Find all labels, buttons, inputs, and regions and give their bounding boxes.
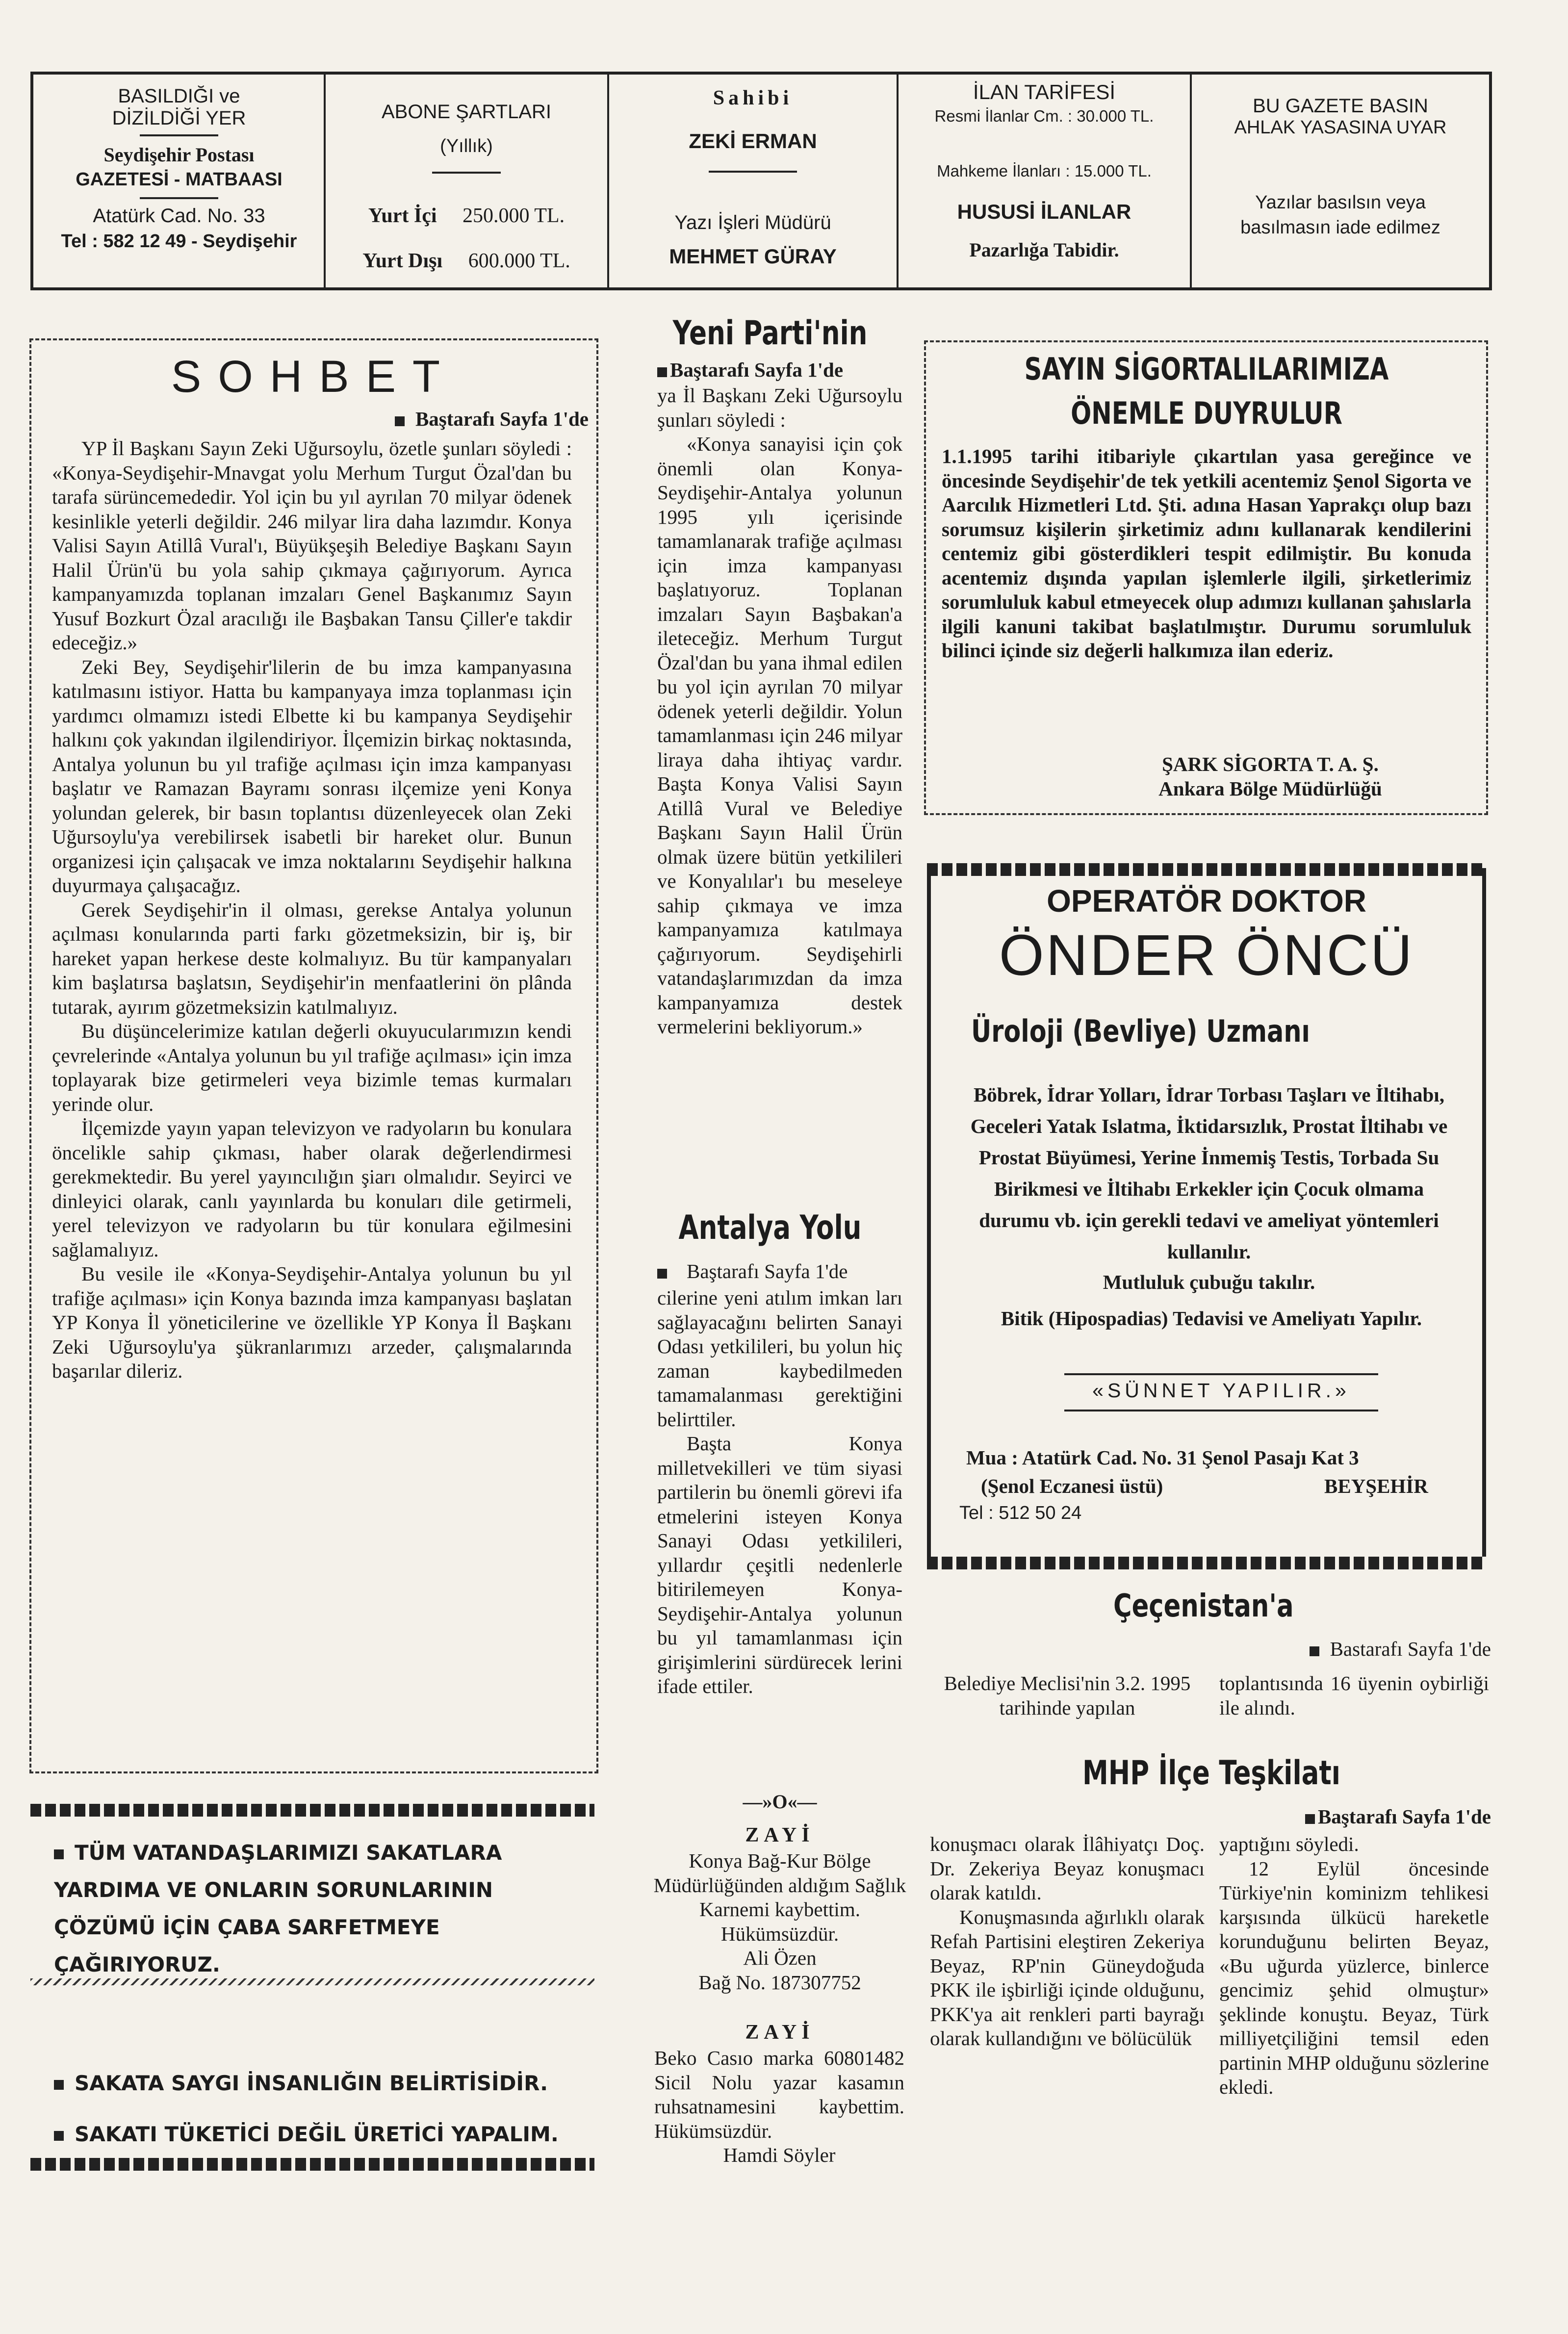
cecenistan-left: Belediye Meclisi'nin 3.2. 1995 tarihinde yapılan	[944, 1672, 1191, 1719]
mhp-right-p1: yaptığını söyledi.	[1219, 1833, 1359, 1855]
owner-title: Sahibi	[713, 87, 793, 109]
sigorta-sign1: ŞARK SİGORTA T. A. Ş.	[1162, 753, 1379, 775]
ads-official: Resmi İlanlar Cm. : 30.000 TL.	[934, 107, 1154, 125]
editor-name: MEHMET GÜRAY	[669, 245, 837, 268]
sigorta-title2: ÖNEMLE DUYRULUR	[1071, 395, 1342, 431]
ethics-line3: Yazılar basılsın veya	[1255, 192, 1426, 213]
doctor-address1: Mua : Atatürk Cad. No. 31 Şenol Pasajı Kat 3	[966, 1446, 1359, 1469]
cecenistan-continued-text: Bastarafı Sayfa 1'de	[1330, 1638, 1491, 1660]
zayi2-name: Hamdi Söyler	[723, 2144, 836, 2166]
publisher-name: Seydişehir Postası	[103, 144, 255, 166]
publisher-address: Atatürk Cad. No. 33	[93, 205, 265, 227]
notice-border-top	[30, 1804, 594, 1817]
ads-special: HUSUSİ İLANLAR	[957, 200, 1131, 223]
publisher-line2: DİZİLDİĞİ YER	[112, 107, 246, 129]
antalya-separator: —»O«—	[743, 1791, 817, 1813]
sohbet-p3: Gerek Seydişehir'in il olması, gerekse Antalya yolunun açılması konularında parti farkı gözetmeksizin, bir iş, bir hareket yapan herkese deste kolmalıyız. Bu tür kampanyaları kim başlatırsa başlatsın, Seydişehir'in menfaatlerini ön plânda tutarak, ayırım gözetmeksizin katılmalıyız.	[52, 898, 572, 1018]
doctor-border-bottom	[927, 1557, 1486, 1569]
antalya-continued-text: Baştarafı Sayfa 1'de	[687, 1260, 848, 1282]
zayi2-body	[654, 2046, 904, 2168]
doctor-city: BEYŞEHİR	[1324, 1475, 1428, 1497]
doctor-rule-top	[1064, 1373, 1378, 1375]
antalya-title: Antalya Yolu	[678, 1208, 862, 1247]
doctor-specialty: Üroloji (Bevliye) Uzmanı	[971, 1013, 1310, 1049]
masthead-publisher	[34, 74, 324, 289]
sohbet-title: SOHBET	[171, 352, 457, 402]
ads-title: İLAN TARİFESİ	[973, 80, 1116, 103]
doctor-border-right	[1482, 868, 1486, 1560]
foreign-label: Yurt Dışı	[362, 250, 443, 272]
bullet-icon	[54, 2080, 64, 2090]
sigorta-body: 1.1.1995 tarihi itibariyle çıkartılan yasa gereğince ve öncesinde Seydişehir'de tek yetkili acentemiz Şenol Sigorta ve Aarcılık Hizmetleri Ltd. Şti. adına Hasan Yaprakçı olup bazı sorumsuz kişilerin şirketimiz adını kullanarak kendilerini centemiz gibi gösterdikleri tespit edilmiştir. Bu konuda acentemiz dışında yapılan işlemlerle ilgili, şirketlerimiz sorumluluk kabul etmeyecek olup adımızı kullanan şahıslarla ilgili kanuni takibat başlatılmıştır. Durumu sorumluluk bilinci içinde siz değerli halkımıza ilan ederiz.	[942, 445, 1471, 662]
mhp-right	[1219, 1832, 1489, 2100]
notice-box-2	[54, 2058, 584, 2160]
cecenistan-title: Çeçenistan'a	[1113, 1588, 1294, 1624]
mhp-title: MHP İlçe Teşkilatı	[1082, 1754, 1340, 1793]
ethics-line4: basılmasın iade edilmez	[1240, 217, 1440, 238]
doctor-line3: Bitik (Hipospadias) Tedavisi ve Ameliyatı Yapılır.	[1001, 1307, 1422, 1330]
sohbet-p5: İlçemizde yayın yapan televizyon ve radyoların bu konulara öncelikle sahip çıkması, haber olarak değerlendirmesi gerekmektedir. Bu yerel yayıncılığın şiarı olmalıdır. Seyirci ve dinleyici olarak, canlı yayınlarda bu konuları dile getirmeli, yerel televizyon ve radyoların bu tür konulara eğilmesini sağlamalıyız.	[52, 1117, 572, 1261]
yeni-parti-continued-text: Baştarafı Sayfa 1'de	[670, 359, 844, 381]
sohbet-p6: Bu vesile ile «Konya-Seydişehir-Antalya yolunun bu yıl trafiğe açılması» için Konya bazında imza kampanyası başlatan YP Konya İl yöneticilerine ve özellikle YP Konya İl Başkanı Zeki Uğursoylu'ya şükranlarımızı arzeder, çalışmalarında başarılar dileriz.	[52, 1262, 572, 1382]
doctor-services: Böbrek, İdrar Yolları, İdrar Torbası Taşları ve İltihabı, Geceleri Yatak Islatma, İktidarsızlık, Prostat İltihabı ve Prostat Büyümesi, Yerine İnmemiş Testis, Torbada Su Birikmesi ve İltihabı Erkekler için Çocuk olmama durumu vb. için gerekli tedavi ve ameliyat yöntemleri kullanılır.	[970, 1083, 1448, 1263]
sohbet-body	[52, 436, 572, 1384]
ads-negotiable: Pazarlığa Tabidir.	[969, 239, 1119, 261]
zayi1-number: Bağ No. 187307752	[698, 1971, 861, 1994]
subscription-period: (Yıllık)	[440, 136, 493, 156]
bullet-icon	[54, 2131, 64, 2141]
antalya-continued	[657, 1259, 912, 1283]
zayi1-text: Konya Bağ-Kur Bölge Müdürlüğünden aldığım Sağlık Karnemi kaybettim. Hükümsüzdür.	[653, 1849, 906, 1945]
yeni-parti-continued	[657, 358, 932, 382]
cecenistan-right: toplantısında 16 üyenin oybirliği ile alındı.	[1219, 1672, 1489, 1719]
domestic-label: Yurt İçi	[368, 205, 437, 227]
sohbet-p2: Zeki Bey, Seydişehir'lilerin de bu imza kampanyasına katılmasını istiyor. Hatta bu kampanyaya imza toplanması için yardımcı olmamızı istedi Elbette ki bu kampanya Seydişehir halkını çok yakından ilgilendiriyor. İlçemizin birkaç noktasında, Antalya yolunun bu yıl trafiğe açılması için imza kampanyası başlatır ve Ramazan Bayramı sonrası ilçemize yeni Konya yolundan gelerek, bir basın toplantısı düzenleyecek olan Zeki Uğursoylu'ya verebilirsek isabetli bir hareket olur. Bunun organizesi için çalışacak ve imza noktalarını Seydişehir halkına duyurmaya çalışacağız.	[52, 655, 572, 897]
zayi1-body	[652, 1849, 907, 1995]
doctor-border-left	[927, 868, 931, 1560]
doctor-name: ÖNDER ÖNCÜ	[999, 923, 1414, 988]
antalya-p1: cilerine yeni atılım imkan ları sağlayacağını belirten Sanayi Odası yetkilileri, bu yolun hiç zaman kaybedilmeden tamamalanması gerektiğini belirttiler.	[657, 1286, 902, 1431]
mhp-continued-text: Baştarafı Sayfa 1'de	[1317, 1805, 1491, 1828]
antalya-body	[657, 1286, 902, 1699]
publisher-name2: GAZETESİ - MATBAASI	[76, 169, 283, 190]
notice-border-bottom	[30, 2158, 594, 2171]
yeni-parti-title: Yeni Parti'nin	[672, 314, 868, 353]
sohbet-p4: Bu düşüncelerimize katılan değerli okuyucularımızın kendi çevrelerinde «Antalya yolunun bu yıl trafiğe açılması» için imza toplayarak bize getirmeleri veya bizimle temas kurmaları yerinde olur.	[52, 1020, 572, 1115]
yeni-parti-text: «Konya sanayisi için çok önemli olan Konya-Seydişehir-Antalya yolunun 1995 yılı içerisinde tamamlanarak trafiğe açılması için imza kampanyası başlatıyoruz. Toplanan imzaları Sayın Başbakan'a ileteceğiz. Merhum Turgut Özal'dan bu yana ihmal edilen bu yol için ayrılan 70 milyar ödenek yeterli değildir. Yolun tamamlanması için 246 milyar liraya daha ihtiyaç vardır. Başta Konya Valisi Sayın Atillâ Vural ve Belediye Başkanı Sayın Halil Ürün olmak üzere bütün yetkilileri ve Konyalılar'ı bu meseleye sahip çıkmaya ve imza kampanyamıza katılmaya çağırıyorum. Seydişehirli vatandaşlarımızdan da imza kampanyamıza destek vermelerini bekliyorum.»	[657, 433, 902, 1038]
sohbet-continued	[324, 407, 589, 431]
sohbet-continued-text: Baştarafı Sayfa 1'de	[415, 408, 589, 430]
ethics-line2: AHLAK YASASINA UYAR	[1234, 117, 1447, 138]
domestic-value: 250.000 TL.	[463, 205, 565, 227]
sigorta-title1: SAYIN SİGORTALILARIMIZA	[1024, 351, 1389, 387]
zayi2-text: Beko Casıo marka 60801482 Sicil Nolu yazar kasamın ruhsatnamesini kaybettim. Hükümsüzdür.	[654, 2047, 904, 2142]
zayi1-title: ZAYİ	[745, 1824, 815, 1847]
notice-divider	[30, 1978, 594, 1985]
cecenistan-continued	[1256, 1637, 1491, 1661]
yeni-parti-lead: ya İl Başkanı Zeki Uğursoylu şunları söyledi :	[657, 384, 902, 431]
yeni-parti-body	[657, 384, 902, 1039]
ethics-line1: BU GAZETE BASIN	[1253, 95, 1428, 117]
notice-box-1	[54, 1834, 579, 1983]
owner-name: ZEKİ ERMAN	[689, 129, 817, 153]
bullet-icon	[657, 367, 667, 377]
masthead-subscription	[326, 74, 607, 289]
foreign-value: 600.000 TL.	[468, 250, 570, 272]
bullet-icon	[1310, 1646, 1319, 1656]
doctor-border-top	[927, 863, 1486, 876]
notice-box-1-text: TÜM VATANDAŞLARIMIZI SAKATLARA YARDIMA VE ONLARIN SORUNLARININ ÇÖZÜMÜ İÇİN ÇABA SARFETMEYE ÇAĞIRIYORUZ.	[54, 1841, 502, 1976]
mhp-left	[930, 1832, 1205, 2051]
mhp-right-p2: 12 Eylül öncesinde Türkiye'nin kominizm tehlikesi karşısında ülkücü hareketle korunduğunu belirten Beyaz, «Bu uğurda yüzlerce, binlerce gencimiz şehid olmuştur» şeklinde konuştu. Beyaz, Türk milliyetçiliğini temsil eden partinin MHP olduğunu sözlerine ekledi.	[1219, 1857, 1489, 2098]
subscription-title: ABONE ŞARTLARI	[381, 101, 552, 123]
doctor-title: OPERATÖR DOKTOR	[1047, 883, 1366, 919]
bullet-icon	[657, 1269, 667, 1279]
editor-title: Yazı İşleri Müdürü	[674, 212, 831, 233]
publisher-phone: Tel : 582 12 49 - Seydişehir	[61, 231, 297, 252]
mhp-left-p2: Konuşmasında ağırlıklı olarak Refah Partisini eleştiren Zekeriya Beyaz, RP'nin Güneydoğuda PKK ile işbirliği içinde olduğunu, PKK'ya ait renkleri parti bayrağı olarak kullandığını ve bölücülük	[930, 1905, 1205, 2050]
bullet-icon	[1305, 1814, 1315, 1824]
zayi2-title: ZAYİ	[745, 2021, 815, 2044]
bullet-icon	[395, 416, 405, 426]
masthead-ethics	[1192, 74, 1489, 289]
mhp-left-p1: konuşmacı olarak İlâhiyatçı Doç. Dr. Zekeriya Beyaz konuşmacı olarak katıldı.	[930, 1833, 1205, 1904]
ads-court: Mahkeme İlanları : 15.000 TL.	[937, 162, 1152, 180]
sigorta-sign2: Ankara Bölge Müdürlüğü	[1158, 777, 1382, 800]
doctor-phone: Tel : 512 50 24	[959, 1503, 1082, 1523]
notice-box-2-line2: SAKATI TÜKETİCİ DEĞİL ÜRETİCİ YAPALIM.	[75, 2122, 559, 2146]
masthead-owner	[609, 74, 897, 289]
doctor-rule-bottom	[1064, 1410, 1378, 1411]
mhp-continued	[1256, 1805, 1491, 1828]
doctor-address2: (Şenol Eczanesi üstü)	[981, 1475, 1163, 1497]
masthead-ads	[899, 74, 1190, 289]
doctor-sunnet: «SÜNNET YAPILIR.»	[1092, 1379, 1350, 1402]
notice-box-2-line1: SAKATA SAYGI İNSANLIĞIN BELİRTİSİDİR.	[75, 2071, 548, 2095]
doctor-line2: Mutluluk çubuğu takılır.	[1103, 1271, 1315, 1293]
bullet-icon	[54, 1849, 64, 1859]
sohbet-p1: YP İl Başkanı Sayın Zeki Uğursoylu, özetle şunları söyledi : «Konya-Seydişehir-Mnavgat yolu Merhum Turgut Özal'dan bu tarafa sürüncemededir. Yol için bu yıl ayrılan 70 milyar ödenek kesinlikle yeterli değildir. 246 milyar lira daha lazımdır. Konya Valisi Sayın Atillâ Vural'ı, Büyükşeşih Belediye Başkanı Sayın Halil Ürün'ü bu yola sahip çıkmaya çağırıyorum. Ayrıca kampanyamızda toplanan imzaları Genel Başkanımız Sayın Yusuf Bozkurt Özal aracılığı ile Başbakan Tansu Çiller'e takdir edeceğiz.»	[52, 437, 572, 654]
zayi1-name: Ali Özen	[743, 1947, 817, 1969]
antalya-p2: Başta Konya milletvekilleri ve tüm siyasi partilerin bu önemli görevi ifa etmelerini isteyen Konya Sanayi Odası yetkilileri, yıllardır çeşitli nedenlerle bitirilemeyen Konya-Seydişehir-Antalya yolunun bu yıl tamamlanması için girişimlerini sürdürecek lerini ifade ettiler.	[657, 1432, 902, 1697]
publisher-line1: BASILDIĞI ve	[118, 85, 240, 107]
